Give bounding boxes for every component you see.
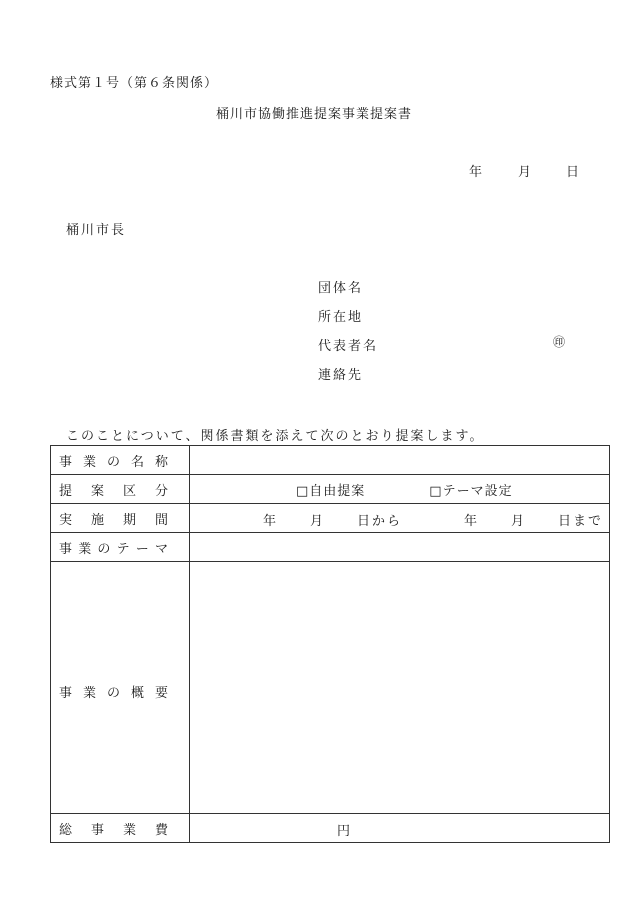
contact-label: 連絡先 [318, 368, 364, 383]
date-day-label: 日 [566, 165, 580, 180]
form-number: 様式第１号（第６条関係） [50, 76, 219, 91]
seal-mark: ㊞ [553, 335, 566, 349]
row-overview [51, 562, 610, 814]
label-period: 実 施 期 間 [51, 504, 190, 533]
row-period [51, 504, 610, 533]
label-total-cost: 総 事 業 費 [51, 814, 190, 843]
document-title: 桶川市協働推進提案事業提案書 [216, 107, 413, 122]
label-project-name: 事 業 の 名 称 [51, 446, 190, 475]
addressee: 桶川市長 [66, 223, 127, 238]
representative-label: 代表者名 [318, 339, 379, 354]
period-end-day: 日まで [558, 514, 604, 529]
proposal-form-table [50, 445, 610, 843]
row-category [51, 475, 610, 504]
total-cost-field[interactable] [190, 814, 610, 843]
row-theme [51, 533, 610, 562]
date-month-label: 月 [518, 165, 532, 180]
period-end-year: 年 [464, 514, 478, 529]
period-start-month: 月 [310, 514, 324, 529]
label-category: 提 案 区 分 [51, 475, 190, 504]
theme-field[interactable] [190, 533, 610, 562]
statement-text: このことについて、関係書類を添えて次のとおり提案します。 [66, 429, 485, 444]
row-total-cost [51, 814, 610, 843]
label-theme: 事 業 の テ ー マ [51, 533, 190, 562]
row-project-name [51, 446, 610, 475]
org-name-label: 団体名 [318, 281, 364, 296]
overview-field[interactable] [190, 562, 610, 814]
period-field[interactable] [190, 504, 610, 533]
checkbox-free-proposal[interactable]: □自由提案 [296, 483, 366, 499]
category-field [190, 475, 610, 504]
period-end-month: 月 [511, 514, 525, 529]
date-year-label: 年 [469, 165, 483, 180]
yen-unit: 円 [337, 824, 351, 839]
checkbox-theme-setting[interactable]: □テーマ設定 [429, 483, 513, 499]
period-start-year: 年 [263, 514, 277, 529]
project-name-field[interactable] [190, 446, 610, 475]
period-start-day: 日から [357, 514, 403, 529]
label-overview: 事 業 の 概 要 [51, 562, 190, 814]
address-label: 所在地 [318, 310, 364, 325]
